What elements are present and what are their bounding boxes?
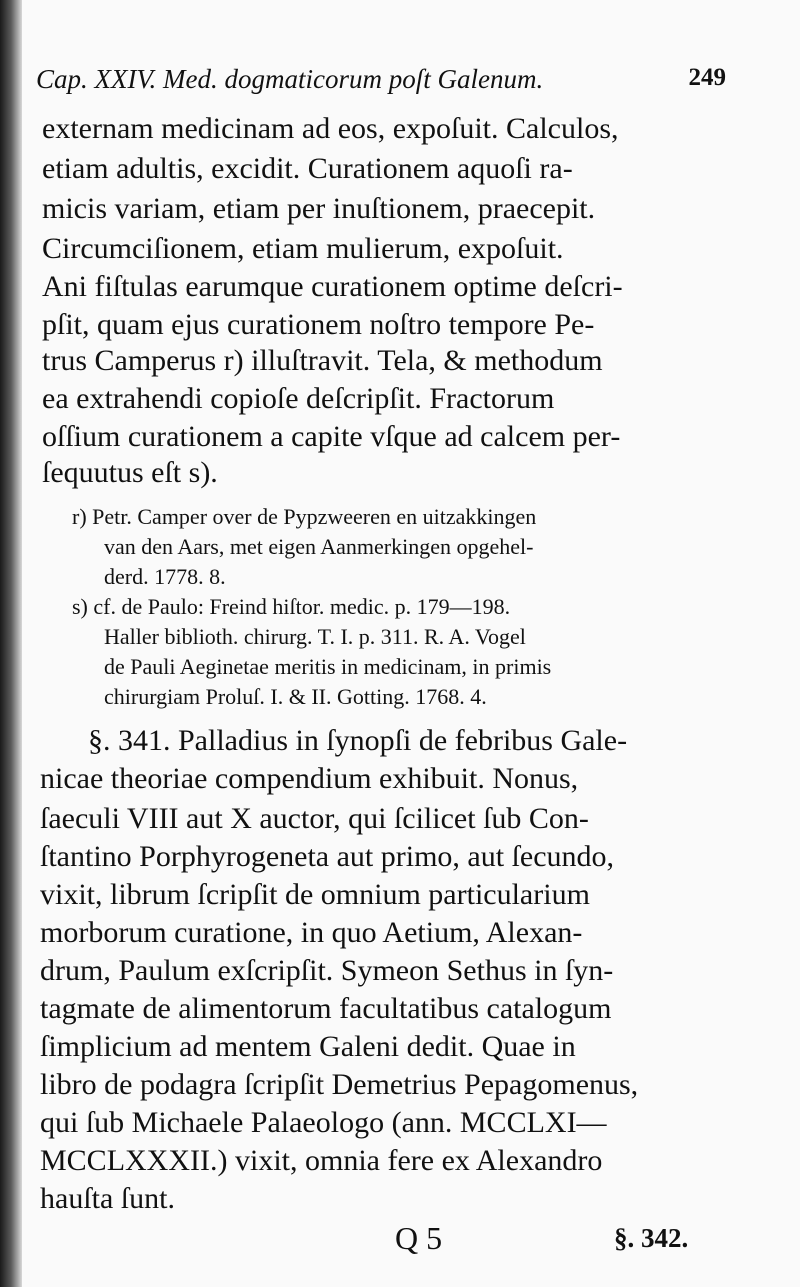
text-line: ſtantino Porphyrogeneta aut primo, aut ſecundo, bbox=[40, 840, 615, 873]
text-line: Circumciſionem, etiam mulierum, expoſuit. bbox=[42, 232, 564, 265]
text-line: micis variam, etiam per inuſtionem, praecepit. bbox=[42, 192, 596, 225]
text-line: vixit, librum ſcripſit de omnium particularium bbox=[40, 878, 590, 911]
catchword: §. 342. bbox=[614, 1223, 689, 1253]
text-line: nicae theoriae compendium exhibuit. Nonus, bbox=[40, 762, 579, 795]
text-line: trus Camperus r) illuſtravit. Tela, & methodum bbox=[42, 344, 603, 377]
text-line: Ani fiſtulas earumque curationem optime deſcri- bbox=[42, 270, 623, 303]
text-line: ſimplicium ad mentem Galeni dedit. Quae in bbox=[40, 1030, 576, 1063]
footnote-r-line: r) Petr. Camper over de Pypzweeren en uitzakkingen bbox=[72, 504, 537, 529]
running-title: Cap. XXIV. Med. dogmaticorum poſt Galenum. bbox=[36, 64, 544, 94]
running-header bbox=[36, 64, 726, 104]
text-line: oſſium curationem a capite vſque ad calcem per- bbox=[42, 420, 621, 453]
footnote-s-line: de Pauli Aeginetae meritis in medicinam, in primis bbox=[104, 654, 552, 679]
text-line: pſit, quam ejus curationem noſtro tempore Pe- bbox=[42, 308, 595, 341]
text-line: tagmate de alimentorum facultatibus catalogum bbox=[40, 992, 612, 1025]
text-line: etiam adultis, excidit. Curationem aquoſi ra- bbox=[42, 152, 573, 185]
footnote-r-line: derd. 1778. 8. bbox=[104, 564, 226, 589]
paragraph-start-line: §. 341. Palladius in ſynopſi de febribus Gale- bbox=[88, 724, 628, 757]
signature-mark: Q 5 bbox=[395, 1220, 443, 1256]
text-line: ea extrahendi copioſe deſcripſit. Fractorum bbox=[42, 382, 555, 415]
page-number: 249 bbox=[688, 64, 726, 91]
text-line: externam medicinam ad eos, expoſuit. Calculos, bbox=[42, 112, 619, 145]
footnote-r-line: van den Aars, met eigen Aanmerkingen opgehel- bbox=[104, 534, 534, 559]
text-line: ſaeculi VIII aut X auctor, qui ſcilicet ſub Con- bbox=[40, 802, 589, 835]
text-line: libro de podagra ſcripſit Demetrius Pepagomenus, bbox=[40, 1068, 639, 1101]
text-line: morborum curatione, in quo Aetium, Alexan- bbox=[40, 916, 583, 949]
footnote-s-line: chirurgiam Proluſ. I. & II. Gotting. 1768. 4. bbox=[104, 684, 487, 709]
text-line: ſequutus eſt s). bbox=[42, 456, 218, 489]
page-gutter-shadow bbox=[0, 0, 22, 1287]
text-line: MCCLXXXII.) vixit, omnia fere ex Alexandro bbox=[40, 1144, 603, 1177]
footnote-s-line: Haller biblioth. chirurg. T. I. p. 311. R. A. Vogel bbox=[104, 624, 526, 649]
text-line: qui ſub Michaele Palaeologo (ann. MCCLXI— bbox=[40, 1106, 607, 1139]
text-line: hauſta ſunt. bbox=[40, 1182, 175, 1215]
footnote-s-line: s) cf. de Paulo: Freind hiſtor. medic. p. 179—198. bbox=[72, 594, 511, 619]
text-line: drum, Paulum exſcripſit. Symeon Sethus in ſyn- bbox=[40, 954, 614, 987]
